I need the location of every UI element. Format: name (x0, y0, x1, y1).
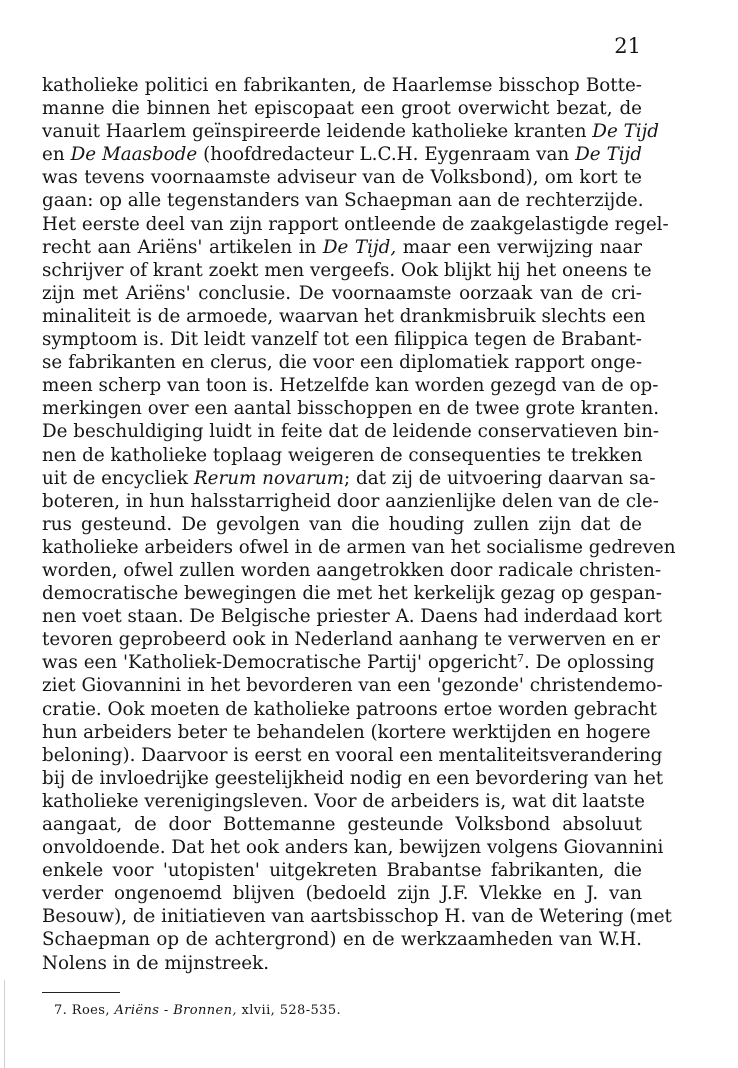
text-segment: katholieke arbeiders ofwel in de armen van het socialisme gedreven (42, 536, 676, 558)
margin-mark (4, 980, 5, 1068)
text-line (42, 374, 659, 397)
text-line (42, 97, 642, 120)
text-line (42, 213, 669, 236)
footnote-reference-mark: 7 (517, 652, 525, 666)
text-line (42, 628, 660, 651)
text-segment: schrijver of krant zoekt men vergeefs. Ook blijkt hij het oneens te (42, 259, 652, 281)
text-segment: recht aan Ariëns' artikelen in (42, 236, 323, 258)
text-segment: democratische bewegingen die met het kerkelijk gezag op gespan- (42, 583, 662, 605)
text-line (42, 790, 645, 813)
text-segment: symptoom is. Dit leidt vanzelf tot een filippica tegen de Brabant- (42, 329, 642, 351)
text-line (42, 189, 642, 212)
body-text (42, 74, 676, 975)
text-segment: bij de invloedrijke geestelijkheid nodig en een bevordering van het (42, 767, 664, 789)
text-segment: aangaat, de door Bottemanne gesteunde Volksbond absoluut (42, 814, 642, 835)
text-line (42, 351, 642, 374)
text-segment: beloning). Daarvoor is eerst en vooral een mentaliteitsverandering (42, 744, 663, 766)
text-line (42, 882, 642, 905)
text-segment: Het eerste deel van zijn rapport ontleende de zaakgelastigde regel- (42, 213, 669, 235)
text-segment: zijn met Ariëns' conclusie. De voornaamste oorzaak van de cri- (42, 282, 642, 304)
text-line (42, 143, 642, 166)
text-line (42, 444, 642, 467)
text-line (42, 467, 656, 490)
text-segment: gaan: op alle tegenstanders van Schaepman aan de rechterzijde. (42, 190, 644, 212)
text-line (42, 813, 642, 836)
text-line (42, 536, 676, 559)
text-segment: De beschuldiging luidt in feite dat de leidende conservatieven bin- (42, 421, 660, 443)
footnote-title: Ariëns - Bronnen, (114, 1003, 237, 1018)
italic-title: Rerum novarum (193, 467, 345, 489)
italic-title: De Tijd, (322, 236, 397, 258)
text-line (42, 952, 642, 975)
text-segment: Schaepman op de achtergrond) en de werkzaamheden van W.H. (42, 929, 642, 951)
text-segment: worden, ofwel zullen worden aangetrokken door radicale christen- (42, 559, 662, 581)
text-segment: tevoren geprobeerd ook in Nederland aanhang te verwerven en er (42, 629, 660, 651)
text-line (42, 698, 657, 721)
text-segment: ziet Giovannini in het bevorderen van een 'gezonde' christendemo- (42, 675, 663, 697)
text-line (42, 305, 646, 328)
text-line (42, 582, 662, 605)
text-segment: merkingen over een aantal bisschoppen en de twee grote kranten. (42, 398, 660, 420)
text-segment: Nolens in de mijnstreek. (42, 952, 270, 974)
text-segment: onvoldoende. Dat het ook anders kan, bewijzen volgens Giovannini (42, 837, 664, 859)
text-segment: boteren, in hun halsstarrigheid door aanzienlijke delen van de cle- (42, 490, 659, 512)
text-segment: se fabrikanten en clerus, die voor een diplomatiek rapport onge- (42, 352, 642, 374)
text-segment: katholieke verenigingsleven. Voor de arbeiders is, wat dit laatste (42, 790, 645, 812)
text-line (42, 559, 662, 582)
italic-title: De Tijd (575, 144, 642, 166)
text-segment: enkele voor 'utopisten' uitgekreten Brabantse fabrikanten, die (42, 860, 642, 882)
text-segment: maar een verwijzing naar (396, 236, 643, 258)
text-line (42, 420, 660, 443)
footnote-number: 7. (54, 1003, 68, 1018)
footnote (54, 1002, 341, 1020)
text-line (42, 259, 652, 282)
text-segment: Besouw), de initiatieven van aartsbisschop H. van de Wetering (met (42, 906, 672, 928)
text-line (42, 721, 651, 744)
italic-title: De Tijd (592, 121, 659, 143)
text-line (42, 836, 664, 859)
text-segment: . De oplossing (524, 652, 655, 674)
text-segment: rus gesteund. De gevolgen van die houding zullen zijn dat de (42, 513, 642, 535)
text-line (42, 744, 663, 767)
text-line (42, 651, 655, 674)
text-line (42, 236, 642, 259)
text-segment: meen scherp van toon is. Hetzelfde kan worden gezegd van de op- (42, 375, 659, 397)
text-segment: minaliteit is de armoede, waarvan het drankmisbruik slechts een (42, 305, 646, 327)
footnote-reference: xlvii, 528-535. (241, 1003, 342, 1018)
text-segment: hun arbeiders beter te behandelen (kortere werktijden en hogere (42, 721, 651, 743)
text-line (42, 859, 642, 882)
text-segment: nen de katholieke toplaag weigeren de consequenties te trekken (42, 444, 643, 466)
page-number: 21 (614, 34, 641, 58)
text-line (42, 905, 672, 928)
text-segment: cratie. Ook moeten de katholieke patroons ertoe worden gebracht (42, 698, 657, 720)
text-line (42, 282, 642, 305)
italic-title: De Maasbode (70, 144, 198, 166)
text-line (42, 328, 642, 351)
text-line (42, 928, 642, 951)
text-segment: katholieke politici en fabrikanten, de Haarlemse bisschop Botte- (42, 75, 642, 96)
text-line (42, 605, 662, 628)
text-segment: uit de encycliek (42, 467, 194, 489)
text-segment: nen voet staan. De Belgische priester A. Daens had inderdaad kort (42, 606, 662, 628)
text-segment: en (42, 144, 71, 166)
text-segment: was tevens voornaamste adviseur van de Volksbond), om kort te (42, 167, 642, 189)
text-segment: ; dat zij de uitvoering daarvan sa- (344, 467, 656, 489)
text-segment: (hoofdredacteur L.C.H. Eygenraam van (197, 144, 576, 166)
text-line (42, 674, 663, 697)
footnote-author: Roes, (71, 1003, 110, 1018)
text-segment: was een 'Katholiek-Democratische Partij' opgericht (42, 652, 518, 674)
text-line (42, 767, 664, 790)
text-line (42, 74, 642, 97)
footnote-rule (42, 992, 120, 993)
text-segment: vanuit Haarlem geïnspireerde leidende katholieke kranten (42, 121, 593, 143)
text-line (42, 513, 642, 536)
text-line (42, 397, 660, 420)
text-segment: verder ongenoemd blijven (bedoeld zijn J.F. Vlekke en J. van (42, 883, 642, 905)
text-segment: manne die binnen het episcopaat een groot overwicht bezat, de (42, 98, 642, 120)
text-line (42, 120, 659, 143)
text-line (42, 490, 659, 513)
text-line (42, 166, 642, 189)
